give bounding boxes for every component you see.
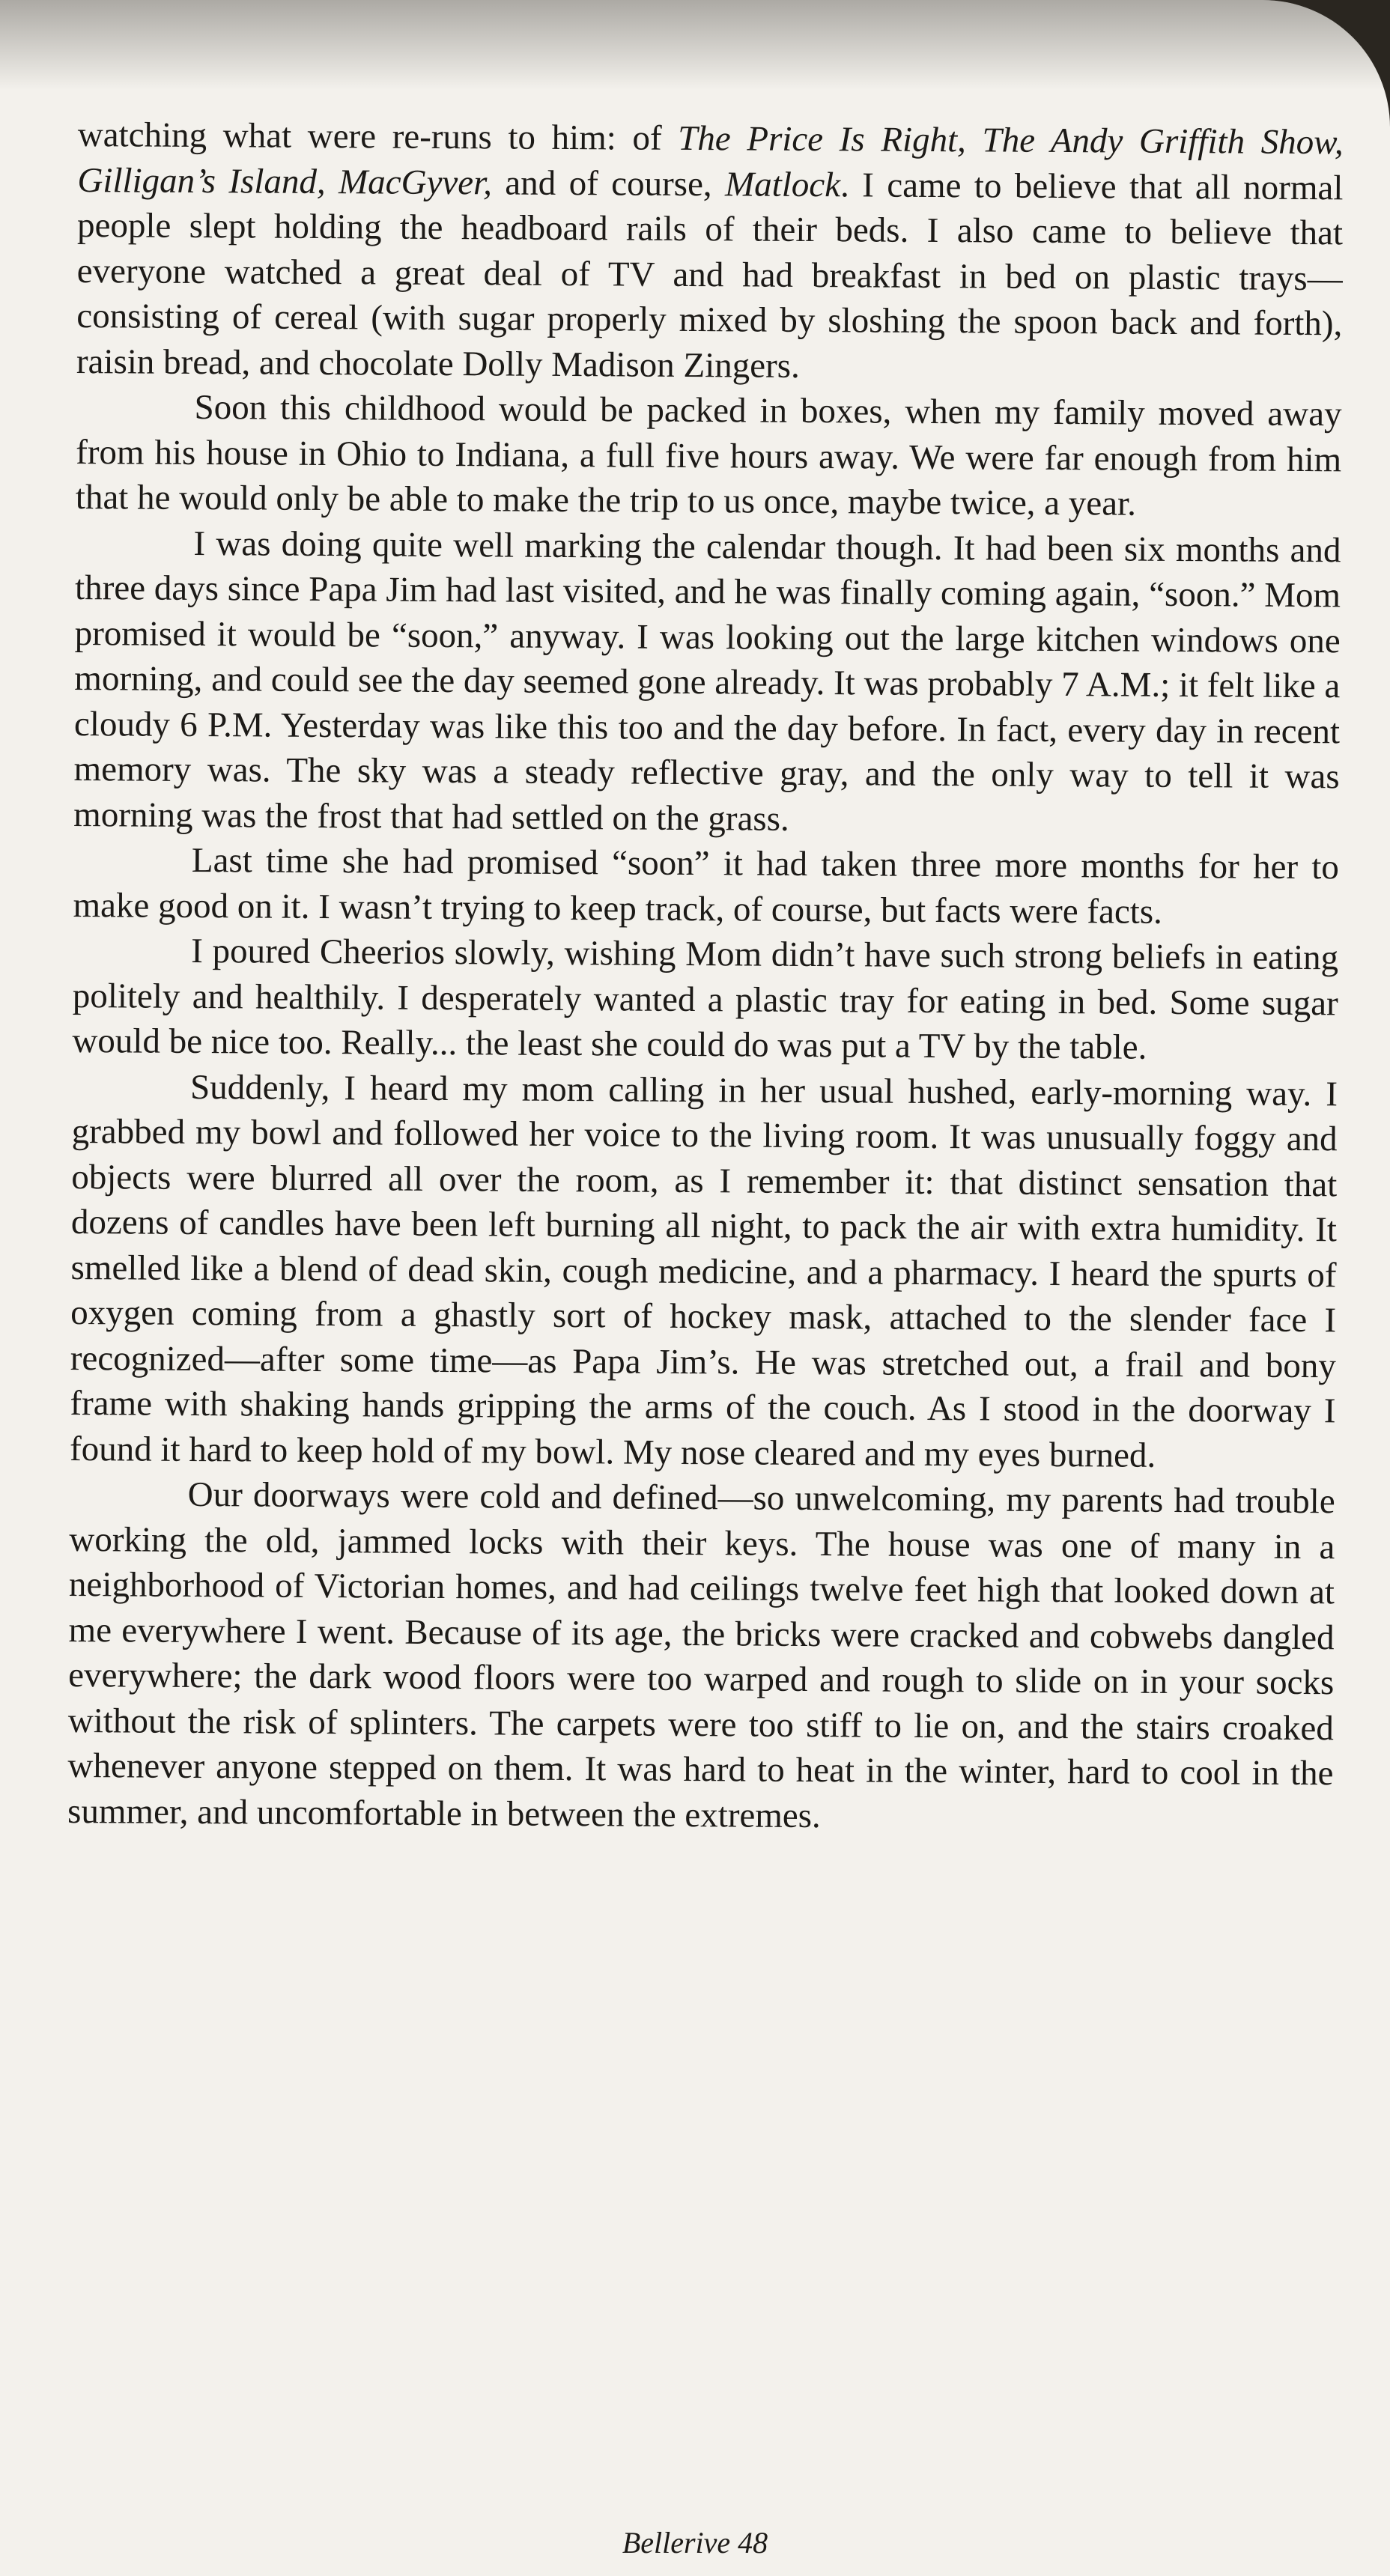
paragraph	[73, 520, 1341, 845]
text-segment: I poured Cheerios slowly, wishing Mom didn’t have such strong beliefs in eating politely and healthily. I desperately wanted a plastic tray for eating in bed. Some sugar would be nice too. Really... the least she could do was put a TV by the table.	[72, 931, 1339, 1067]
paragraph	[73, 837, 1339, 935]
text-segment: Our doorways were cold and defined—so unwelcoming, my parents had trouble working the old, jammed locks with their keys. The house was one of many in a neighborhood of Victorian homes, and had ceilings twelve feet high that looked down at me everywhere I went. Because of its age, the bricks were cracked and cobwebs dangled everywhere; the dark wood floors were too warped and rough to slide on in your socks without the risk of splinters. The carpets were too stiff to lie on, and the stairs croaked whenever anyone stepped on them. It was hard to heat in the winter, hard to cool in the summer, and uncomfortable in between the extremes.	[67, 1474, 1335, 1835]
page-footer: Bellerive 48	[622, 2526, 768, 2560]
page-edge-shadow	[0, 0, 1390, 90]
italic-text-segment: Matlock	[724, 164, 841, 204]
paragraph	[67, 1471, 1335, 1841]
text-segment: Suddenly, I heard my mom calling in her usual hushed, early-morning way. I grabbed my bowl and followed her voice to the living room. It was unusually foggy and objects were blurred all over the room, as I remember it: that distinct sensation that dozens of candles have been left burning all night, to pack the air with extra humidity. It smelled like a blend of dead skin, cough medicine, and a pharmacy. I heard the spurts of oxygen coming from a ghastly sort of hockey mask, attached to the slender face I recognized—after some time—as Papa Jim’s. He was stretched out, a frail and bony frame with shaking hands gripping the arms of the couch. As I stood in the doorway I found it hard to keep hold of my bowl. My nose cleared and my eyes burned.	[69, 1067, 1338, 1475]
italic-text-segment: The Price Is Right, The Andy Griffith Show, Gilligan’s Island, MacGyver,	[77, 118, 1344, 202]
text-segment: and of course,	[491, 162, 726, 204]
text-segment: watching what were re-runs to him: of	[77, 115, 679, 158]
paragraph	[72, 928, 1338, 1072]
text-segment: . I came to believe that all normal people slept holding the headboard rails of their beds. I also came to believe that everyone watched a great deal of TV and had breakfast in bed on plastic trays—consisting of cereal (with sugar properly mixed by sloshing the spoon back and forth), raisin bread, and chocolate Dolly Madison Zingers.	[76, 165, 1344, 386]
paragraph	[70, 1063, 1338, 1479]
paragraph	[76, 384, 1342, 528]
text-segment: I was doing quite well marking the calendar though. It had been six months and three days since Papa Jim had last visited, and he was finally coming again, “soon.” Mom promised it would be “soon,” anyway. I was looking out the large kitchen windows one morning, and could see the day seemed gone already. It was probably 7 A.M.; it felt like a cloudy 6 P.M. Yesterday was like this too and the day before. In fact, every day in recent memory was. The sky was a steady reflective gray, and the only way to tell it was morning was the frost that had settled on the grass.	[73, 523, 1341, 839]
text-segment: Last time she had promised “soon” it had taken three more months for her to make good on it. I wasn’t trying to keep track, of course, but facts were facts.	[73, 840, 1340, 932]
text-segment: Soon this childhood would be packed in boxes, when my family moved away from his house in Ohio to Indiana, a full five hours away. We were far enough from him that he would only be able to make the trip to us once, maybe twice, a year.	[75, 387, 1342, 523]
body-text	[67, 112, 1344, 1841]
paragraph	[76, 112, 1344, 392]
